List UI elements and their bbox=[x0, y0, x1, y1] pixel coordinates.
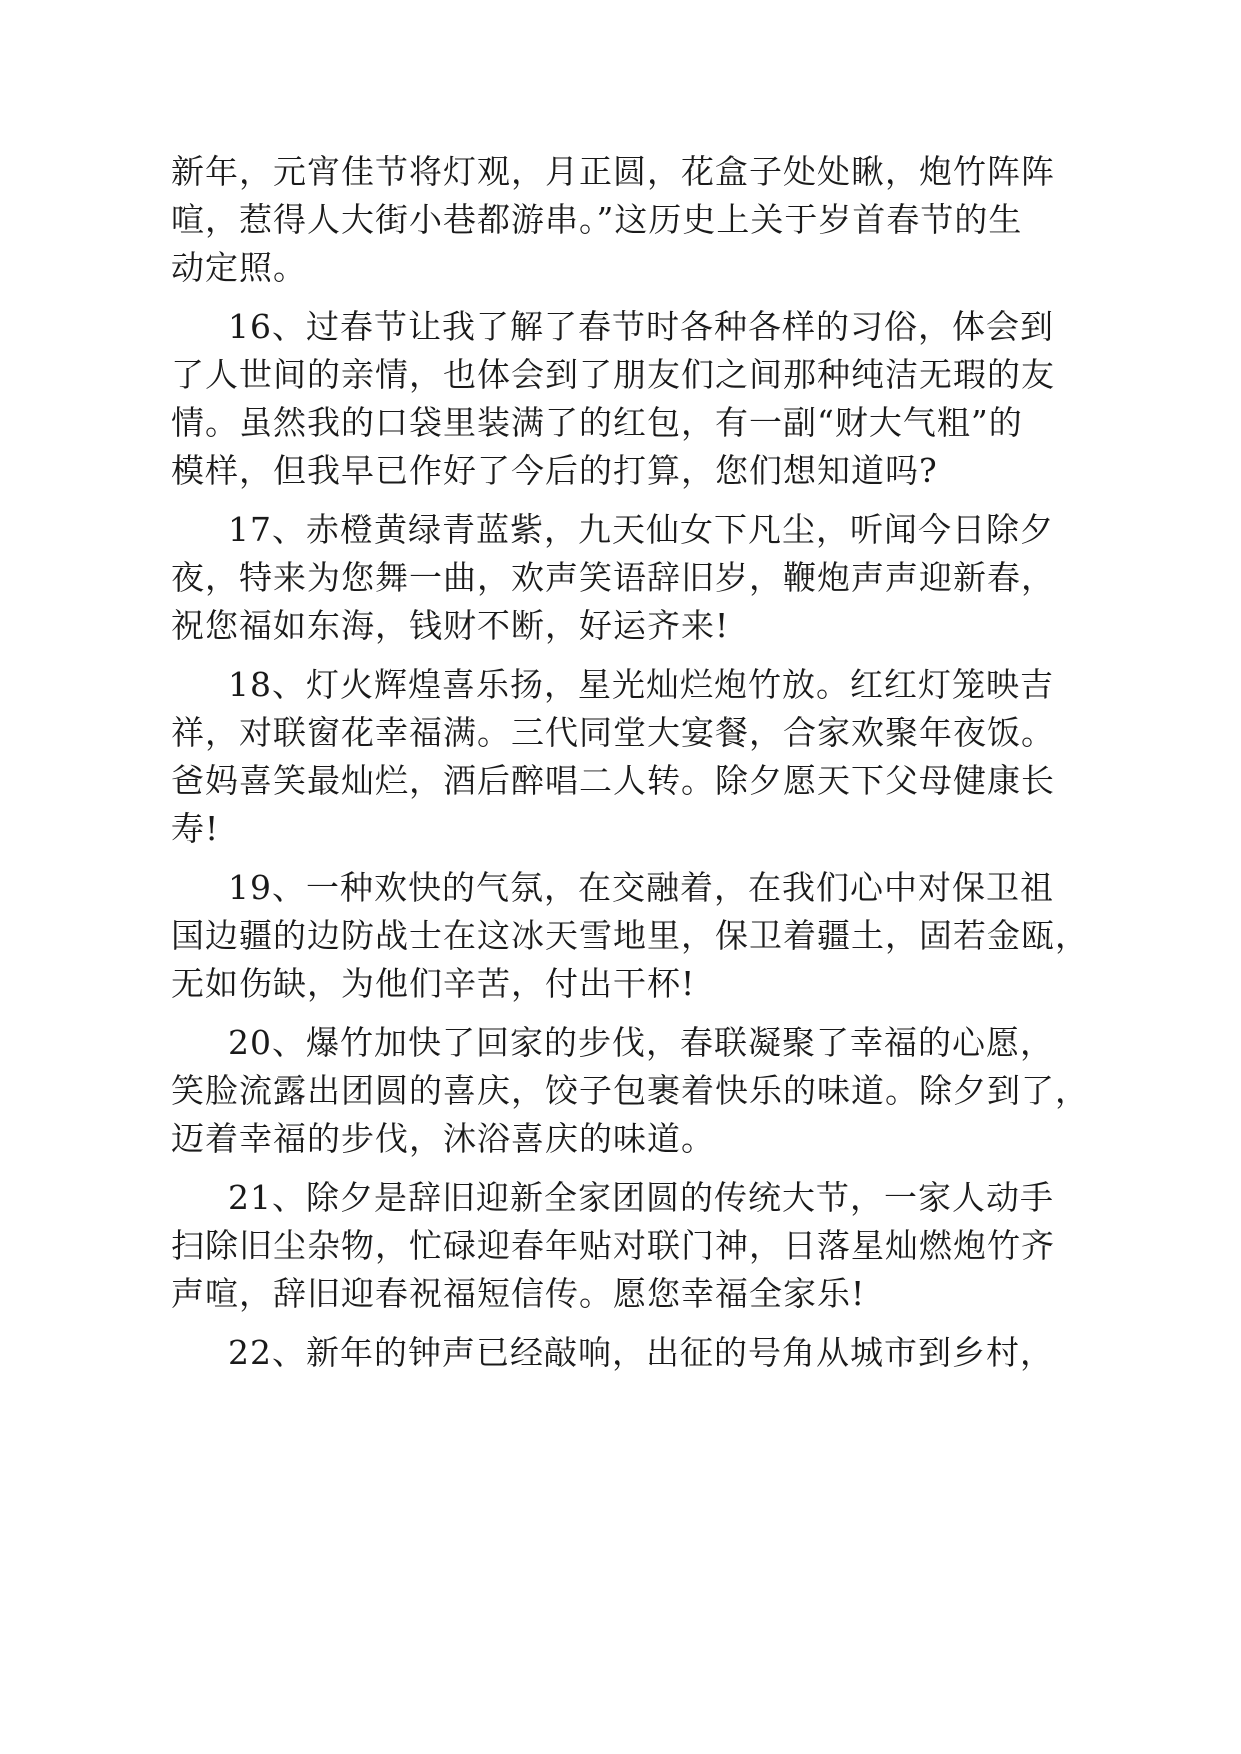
paragraph-first-line: 21、除夕是辞旧迎新全家团圆的传统大节，一家人动手 bbox=[228, 1178, 1054, 1217]
text-line: 无如伤缺，为他们辛苦，付出干杯! bbox=[171, 964, 696, 1003]
paragraph-first-line: 18、灯火辉煌喜乐扬，星光灿烂炮竹放。红红灯笼映吉 bbox=[228, 665, 1054, 704]
text-line: 祥，对联窗花幸福满。三代同堂大宴餐，合家欢聚年夜饭。 bbox=[171, 713, 1055, 752]
text-line: 情。虽然我的口袋里装满了的红包，有一副“财大气粗”的 bbox=[171, 403, 1023, 442]
text-line: 动定照。 bbox=[171, 248, 307, 287]
text-line: 爸妈喜笑最灿烂，酒后醉唱二人转。除夕愿天下父母健康长 bbox=[171, 761, 1055, 800]
text-line: 祝您福如东海，钱财不断，好运齐来! bbox=[171, 606, 730, 645]
paragraph-first-line: 19、一种欢快的气氛，在交融着，在我们心中对保卫祖 bbox=[228, 868, 1054, 907]
text-line: 模样，但我早已作好了今后的打算，您们想知道吗? bbox=[171, 451, 938, 490]
paragraph-first-line: 17、赤橙黄绿青蓝紫，九天仙女下凡尘，听闻今日除夕 bbox=[228, 510, 1054, 549]
paragraph-first-line: 22、新年的钟声已经敲响，出征的号角从城市到乡村， bbox=[228, 1333, 1054, 1372]
text-line: 喧，惹得人大街小巷都游串。”这历史上关于岁首春节的生 bbox=[171, 200, 1023, 239]
paragraph-first-line: 20、爆竹加快了回家的步伐，春联凝聚了幸福的心愿， bbox=[228, 1023, 1054, 1062]
text-line: 扫除旧尘杂物，忙碌迎春年贴对联门神，日落星灿燃炮竹齐 bbox=[171, 1226, 1055, 1265]
text-line: 声喧，辞旧迎春祝福短信传。愿您幸福全家乐! bbox=[171, 1274, 866, 1313]
text-line: 新年，元宵佳节将灯观，月正圆，花盒子处处瞅，炮竹阵阵 bbox=[171, 152, 1055, 191]
text-line: 寿! bbox=[171, 809, 220, 848]
text-line: 国边疆的边防战士在这冰天雪地里，保卫着疆土，固若金瓯， bbox=[171, 916, 1089, 955]
text-line: 笑脸流露出团圆的喜庆，饺子包裹着快乐的味道。除夕到了， bbox=[171, 1071, 1089, 1110]
text-line: 了人世间的亲情，也体会到了朋友们之间那种纯洁无瑕的友 bbox=[171, 355, 1055, 394]
text-line: 夜，特来为您舞一曲，欢声笑语辞旧岁，鞭炮声声迎新春， bbox=[171, 558, 1055, 597]
paragraph-first-line: 16、过春节让我了解了春节时各种各样的习俗，体会到 bbox=[228, 307, 1054, 346]
text-line: 迈着幸福的步伐，沐浴喜庆的味道。 bbox=[171, 1119, 715, 1158]
